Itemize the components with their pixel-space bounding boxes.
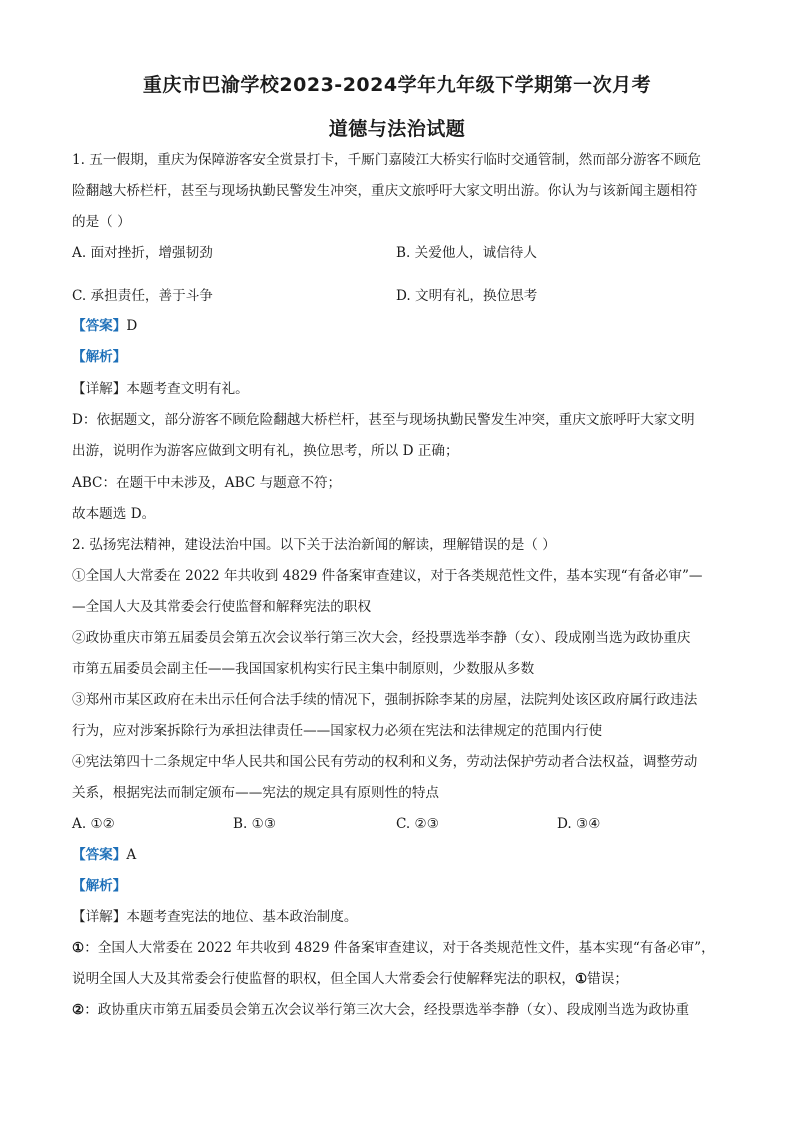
q1-option-d: D. 文明有礼，换位思考 bbox=[396, 288, 538, 304]
q2-analysis-tag bbox=[72, 876, 126, 896]
q2-detail bbox=[72, 907, 357, 927]
item-mark: ① bbox=[72, 940, 85, 956]
page-subtitle: 道德与法治试题 bbox=[328, 118, 466, 140]
body-text: ：全国人大常委在 2022 年共收到 4829 件备案审查建议，对于各类规范性文件，基本实现“有备必审”， bbox=[84, 940, 715, 956]
detail-text: 本题考查文明有礼。 bbox=[126, 381, 249, 397]
detail-tag: 【详解】 bbox=[72, 381, 127, 397]
q1-option-b: B. 关爱他人，诚信待人 bbox=[396, 245, 537, 261]
q1-stem-line-3: 的是（ ） bbox=[72, 214, 131, 230]
body-text: ：政协重庆市第五届委员会第五次会议举行第三次大会，经投票选举李静（女）、段成刚当选为政协重 bbox=[84, 1002, 690, 1018]
q1-analysis-tag bbox=[72, 347, 126, 367]
q1-body-line-1: D：依据题文，部分游客不顾危险翻越大桥栏杆，甚至与现场执勤民警发生冲突，重庆文旅呼吁大家文明 bbox=[72, 412, 695, 428]
q1-option-a: A. 面对挫折，增强韧劲 bbox=[72, 245, 213, 261]
body-text: 说明全国人大及其常委会行使监督的职权，但全国人大常委会行使解释宪法的职权， bbox=[72, 971, 575, 987]
q1-body-line-2: 出游，说明作为游客应做到文明有礼，换位思考，所以 D 正确； bbox=[72, 443, 459, 459]
q1-stem-line-1: 1. 五一假期，重庆为保障游客安全赏景打卡，千厮门嘉陵江大桥实行临时交通管制，然而部分游客不顾危 bbox=[72, 152, 702, 168]
detail-text: 本题考查宪法的地位、基本政治制度。 bbox=[126, 909, 358, 925]
q2-item-line-4: 市第五届委员会副主任——我国国家机构实行民主集中制原则，少数服从多数 bbox=[72, 661, 535, 677]
q1-answer bbox=[72, 316, 137, 336]
q2-option-d: D. ③④ bbox=[557, 816, 601, 832]
analysis-tag: 【解析】 bbox=[72, 878, 127, 894]
item-mark: ② bbox=[72, 1002, 85, 1018]
q2-option-b: B. ①③ bbox=[233, 816, 277, 832]
q1-stem-line-2: 险翻越大桥栏杆，甚至与现场执勤民警发生冲突，重庆文旅呼吁大家文明出游。你认为与该新闻主题相符 bbox=[72, 183, 698, 199]
answer-tag: 【答案】 bbox=[72, 318, 127, 334]
q2-body-line-1 bbox=[72, 938, 715, 958]
q2-stem: 2. 弘扬宪法精神，建设法治中国。以下关于法治新闻的解读，理解错误的是（ ） bbox=[72, 537, 556, 553]
q2-option-a: A. ①② bbox=[72, 816, 115, 832]
q2-item-line-2: —全国人大及其常委会行使监督和解释宪法的职权 bbox=[72, 599, 372, 615]
body-text: 错误； bbox=[587, 971, 628, 987]
q1-option-c: C. 承担责任，善于斗争 bbox=[72, 288, 213, 304]
q2-item-line-3: ②政协重庆市第五届委员会第五次会议举行第三次大会，经投票选举李静（女）、段成刚当选为政协重庆 bbox=[72, 630, 691, 646]
q2-item-line-5: ③郑州市某区政府在未出示任何合法手续的情况下，强制拆除李某的房屋，法院判处该区政府属行政违法 bbox=[72, 692, 698, 708]
item-mark: ① bbox=[574, 971, 588, 987]
answer-value: A bbox=[126, 847, 137, 863]
analysis-tag: 【解析】 bbox=[72, 349, 127, 365]
q1-detail bbox=[72, 379, 249, 399]
q2-answer bbox=[72, 845, 136, 865]
page-title: 重庆市巴渝学校2023-2024学年九年级下学期第一次月考 bbox=[142, 74, 652, 96]
q2-body-line-3 bbox=[72, 1000, 689, 1020]
detail-tag: 【详解】 bbox=[72, 909, 127, 925]
q2-body-line-2 bbox=[72, 969, 628, 989]
q2-item-line-7: ④宪法第四十二条规定中华人民共和国公民有劳动的权利和义务，劳动法保护劳动者合法权益，调整劳动 bbox=[72, 754, 698, 770]
answer-value: D bbox=[126, 318, 138, 334]
q2-item-line-8: 关系，根据宪法而制定颁布——宪法的规定具有原则性的特点 bbox=[72, 785, 440, 801]
q1-body-line-4: 故本题选 D。 bbox=[72, 506, 156, 522]
answer-tag: 【答案】 bbox=[72, 847, 127, 863]
q2-item-line-6: 行为，应对涉案拆除行为承担法律责任——国家权力必须在宪法和法律规定的范围内行使 bbox=[72, 723, 603, 739]
q2-item-line-1: ①全国人大常委在 2022 年共收到 4829 件备案审查建议，对于各类规范性文件，基本实现“有备必审”— bbox=[72, 568, 703, 584]
q2-option-c: C. ②③ bbox=[396, 816, 439, 832]
q1-body-line-3: ABC：在题干中未涉及，ABC 与题意不符； bbox=[72, 475, 342, 491]
